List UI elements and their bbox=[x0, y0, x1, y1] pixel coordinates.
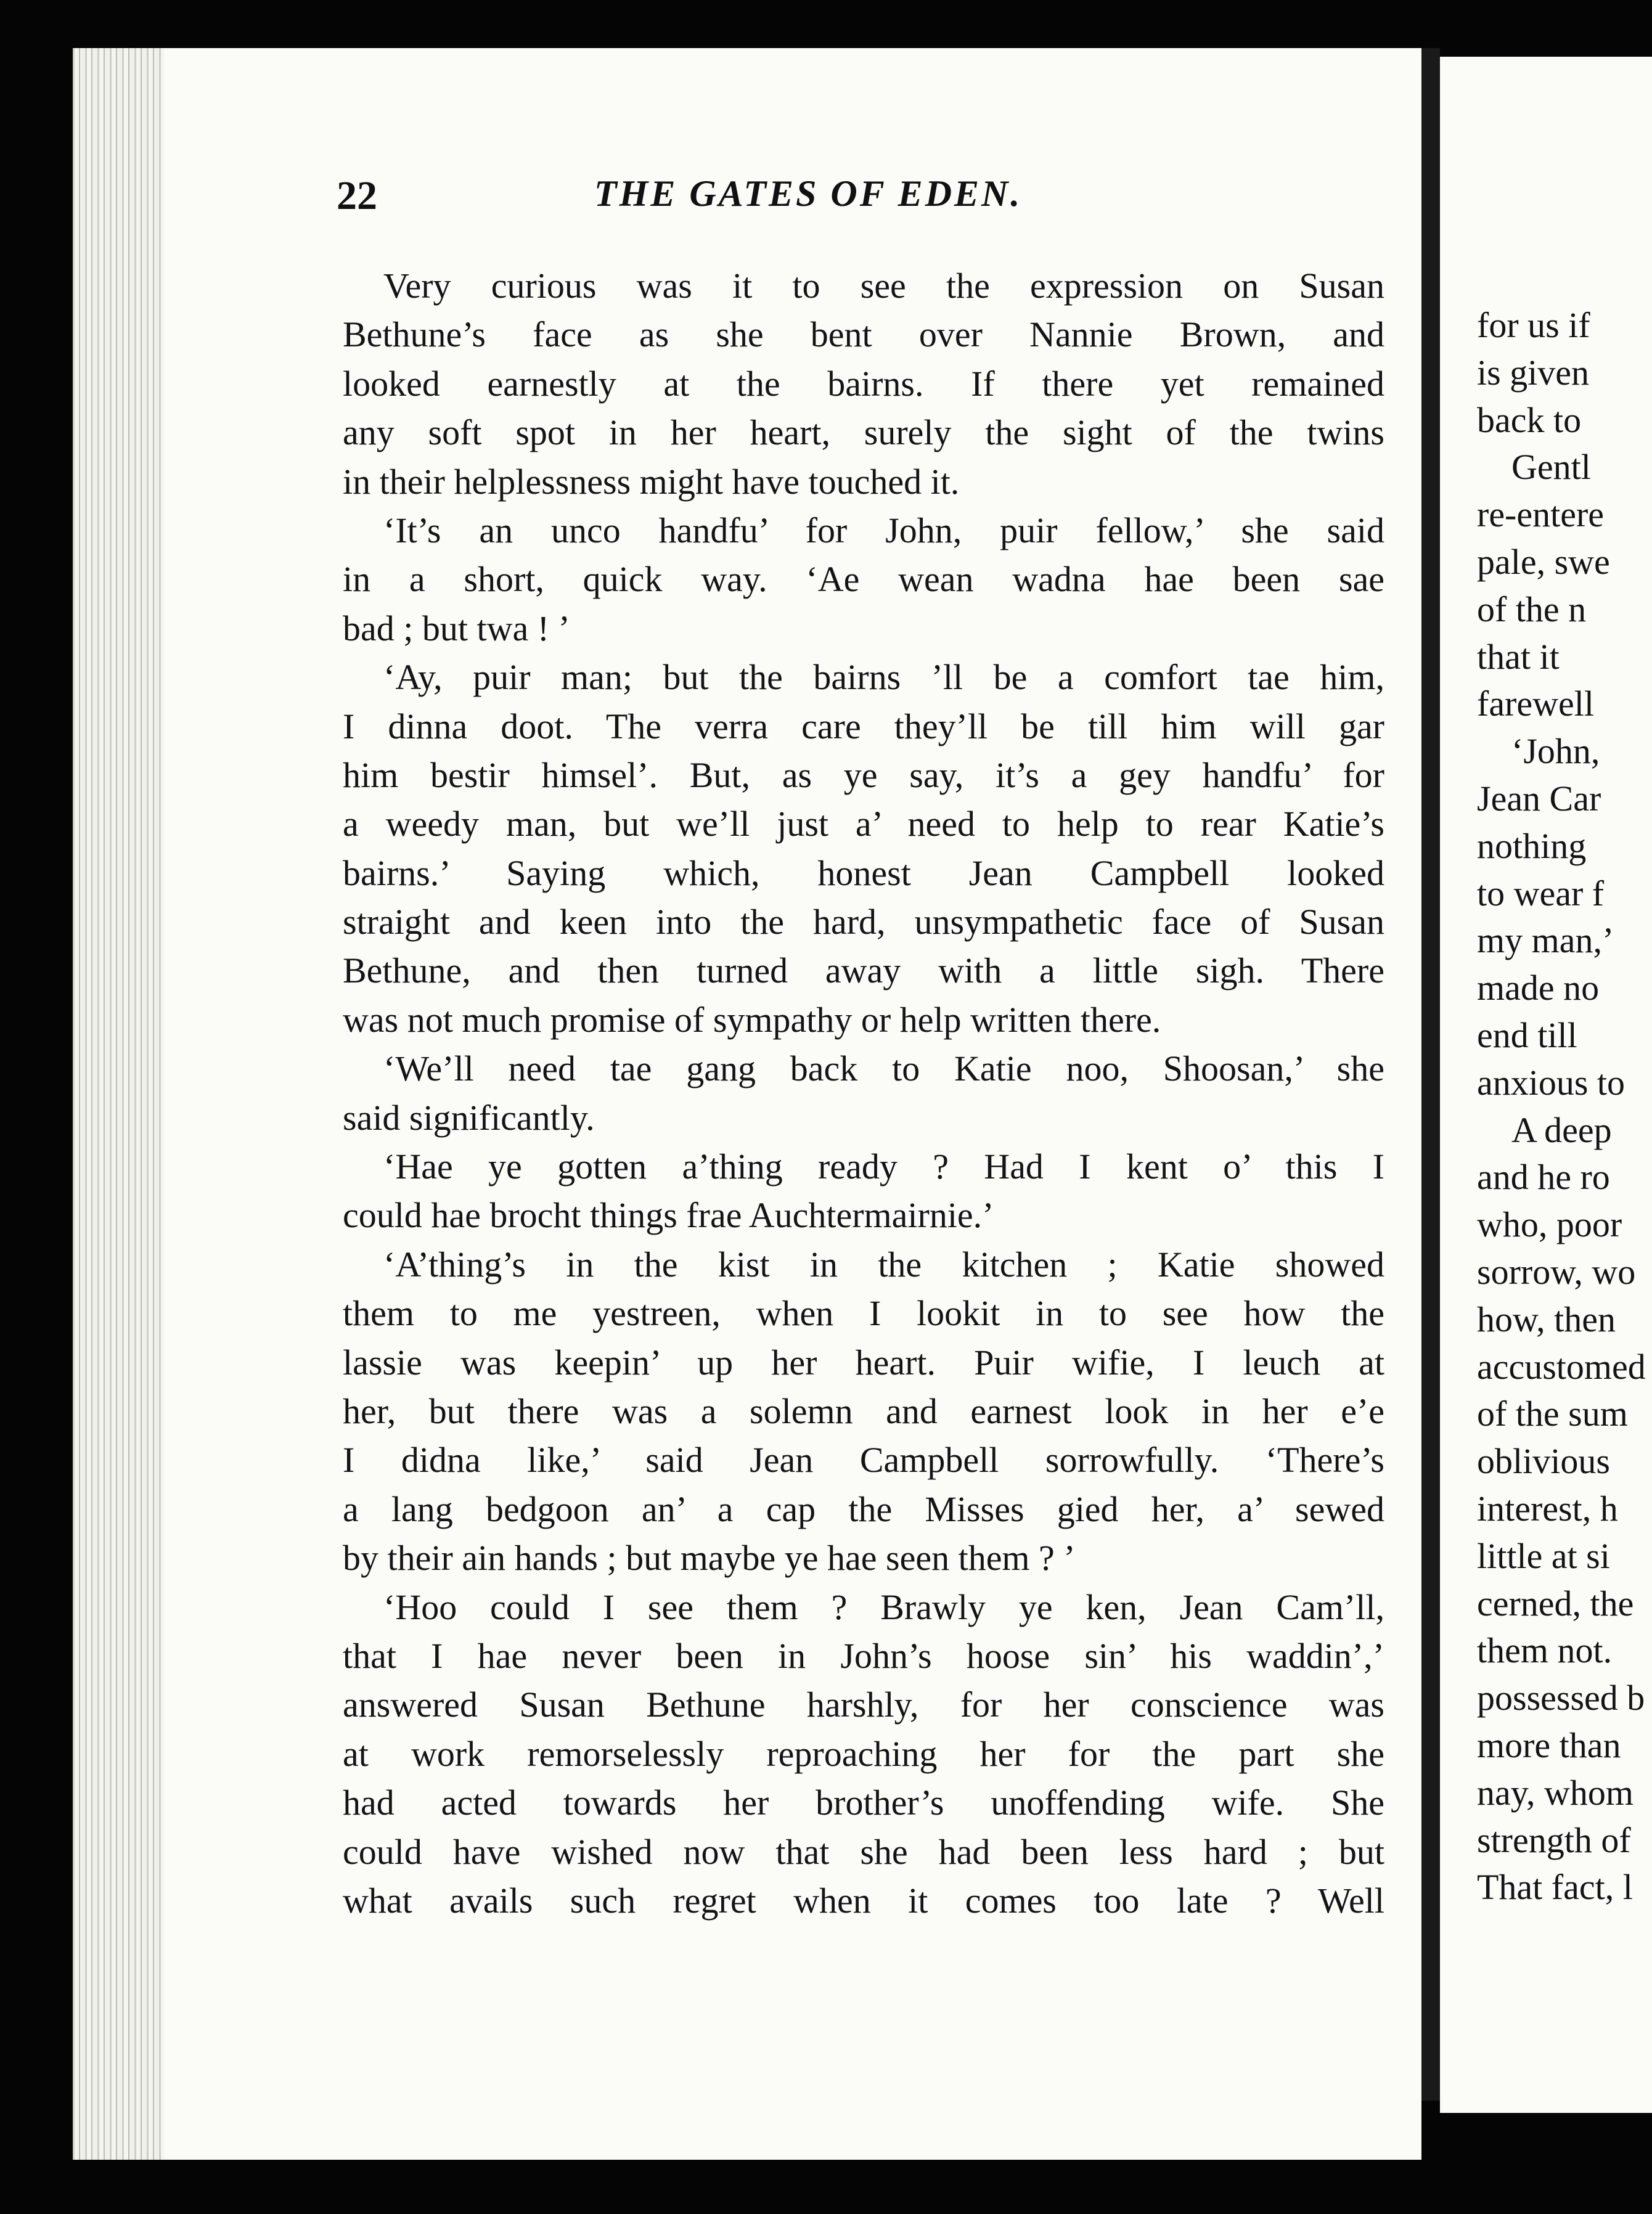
right-text-line: who, poor bbox=[1477, 1204, 1622, 1245]
text-line: in their helplessness might have touched it. bbox=[343, 461, 960, 502]
right-text-line: Gentl bbox=[1511, 447, 1591, 488]
text-line: could have wished now that she had been less hard ; but bbox=[343, 1831, 1384, 1872]
page-edges bbox=[73, 48, 164, 2160]
right-text-line: A deep bbox=[1511, 1109, 1612, 1150]
text-line: bairns.’ Saying which, honest Jean Campbell looked bbox=[343, 852, 1384, 893]
right-text-line: farewell bbox=[1477, 684, 1594, 724]
text-line: said significantly. bbox=[343, 1097, 595, 1138]
body-text bbox=[343, 261, 1384, 1925]
right-text-line: accustomed bbox=[1477, 1346, 1646, 1387]
right-text-line: re-entere bbox=[1477, 494, 1605, 535]
right-text-line: more than bbox=[1477, 1725, 1621, 1765]
text-line: what avails such regret when it comes too late ? Well bbox=[343, 1880, 1384, 1921]
text-line: I didna like,’ said Jean Campbell sorrowfully. ‘There’s bbox=[343, 1440, 1384, 1481]
right-text-line: anxious to bbox=[1477, 1062, 1625, 1103]
right-text-line: interest, h bbox=[1477, 1488, 1618, 1529]
text-line: him bestir himsel’. But, as ye say, it’s a gey handfu’ for bbox=[343, 754, 1384, 795]
text-line: Very curious was it to see the expression on Susan bbox=[383, 266, 1384, 306]
right-text-line: nothing bbox=[1477, 825, 1587, 866]
page-number: 22 bbox=[337, 173, 377, 218]
text-line: I dinna doot. The verra care they’ll be till him will gar bbox=[343, 706, 1384, 746]
text-line: that I hae never been in John’s hoose sin’ his waddin’,’ bbox=[343, 1635, 1384, 1676]
text-line: at work remorselessly reproaching her for the part she bbox=[343, 1733, 1384, 1774]
right-text-line: possessed b bbox=[1477, 1678, 1645, 1718]
text-line: ‘A’thing’s in the kist in the kitchen ; Katie showed bbox=[383, 1244, 1384, 1285]
right-text-line: Jean Car bbox=[1477, 778, 1601, 819]
right-text-line: of the n bbox=[1477, 589, 1587, 629]
right-text-line: ‘John, bbox=[1511, 731, 1600, 772]
text-line: answered Susan Bethune harshly, for her conscience was bbox=[343, 1685, 1384, 1725]
text-line: bad ; but twa ! ’ bbox=[343, 608, 570, 648]
right-text-line: That fact, l bbox=[1477, 1867, 1633, 1908]
running-title: THE GATES OF EDEN. bbox=[594, 173, 1023, 214]
right-text-line: little at si bbox=[1477, 1535, 1610, 1576]
right-text-line: made no bbox=[1477, 968, 1600, 1008]
right-text-line: strength of bbox=[1477, 1820, 1631, 1860]
text-line: was not much promise of sympathy or help written there. bbox=[343, 999, 1161, 1040]
right-text-line: that it bbox=[1477, 636, 1560, 677]
right-text-line: of the sum bbox=[1477, 1394, 1628, 1434]
right-text-line: sorrow, wo bbox=[1477, 1251, 1636, 1292]
text-line: straight and keen into the hard, unsympathetic face of Susan bbox=[343, 902, 1384, 942]
right-text-line: oblivious bbox=[1477, 1441, 1610, 1482]
right-page-text bbox=[1477, 302, 1652, 1911]
right-page bbox=[1440, 57, 1652, 2113]
text-line: ‘We’ll need tae gang back to Katie noo, Shoosan,’ she bbox=[383, 1048, 1384, 1089]
text-line: could hae brocht things frae Auchtermairnie.’ bbox=[343, 1195, 994, 1236]
text-line: Bethune’s face as she bent over Nannie Brown, and bbox=[343, 314, 1384, 355]
text-line: her, but there was a solemn and earnest look in her e’e bbox=[343, 1391, 1384, 1431]
text-line: ‘Hoo could I see them ? Brawly ye ken, Jean Cam’ll, bbox=[383, 1587, 1384, 1627]
right-text-line: back to bbox=[1477, 399, 1582, 440]
right-text-line: and he ro bbox=[1477, 1157, 1610, 1198]
page-header bbox=[337, 173, 1175, 234]
right-text-line: end till bbox=[1477, 1015, 1577, 1055]
text-line: by their ain hands ; but maybe ye hae seen them ? ’ bbox=[343, 1538, 1076, 1579]
text-line: had acted towards her brother’s unoffending wife. She bbox=[343, 1783, 1384, 1823]
right-text-line: nay, whom bbox=[1477, 1772, 1634, 1813]
right-text-line: cerned, the bbox=[1477, 1583, 1634, 1624]
text-line: ‘Hae ye gotten a’thing ready ? Had I kent o’ this I bbox=[383, 1146, 1384, 1187]
text-line: Bethune, and then turned away with a little sigh. There bbox=[343, 950, 1384, 991]
text-line: any soft spot in her heart, surely the sight of the twins bbox=[343, 412, 1384, 453]
right-text-line: my man,’ bbox=[1477, 920, 1614, 961]
text-line: ‘Ay, puir man; but the bairns ’ll be a comfort tae him, bbox=[383, 657, 1384, 698]
right-text-line: for us if bbox=[1477, 305, 1590, 345]
text-line: looked earnestly at the bairns. If there yet remained bbox=[343, 363, 1384, 404]
right-text-line: how, then bbox=[1477, 1299, 1616, 1339]
right-text-line: to wear f bbox=[1477, 873, 1605, 913]
text-line: ‘It’s an unco handfu’ for John, puir fellow,’ she said bbox=[383, 510, 1384, 550]
book-gutter bbox=[1421, 48, 1440, 2101]
right-text-line: is given bbox=[1477, 352, 1590, 393]
text-line: in a short, quick way. ‘Ae wean wadna hae been sae bbox=[343, 559, 1384, 600]
right-text-line: pale, swe bbox=[1477, 541, 1610, 582]
text-line: a weedy man, but we’ll just a’ need to help to rear Katie’s bbox=[343, 804, 1384, 844]
right-text-line: them not. bbox=[1477, 1630, 1613, 1671]
text-line: them to me yestreen, when I lookit in to see how the bbox=[343, 1293, 1384, 1334]
text-line: a lang bedgoon an’ a cap the Misses gied her, a’ sewed bbox=[343, 1489, 1384, 1529]
text-line: lassie was keepin’ up her heart. Puir wifie, I leuch at bbox=[343, 1342, 1384, 1383]
